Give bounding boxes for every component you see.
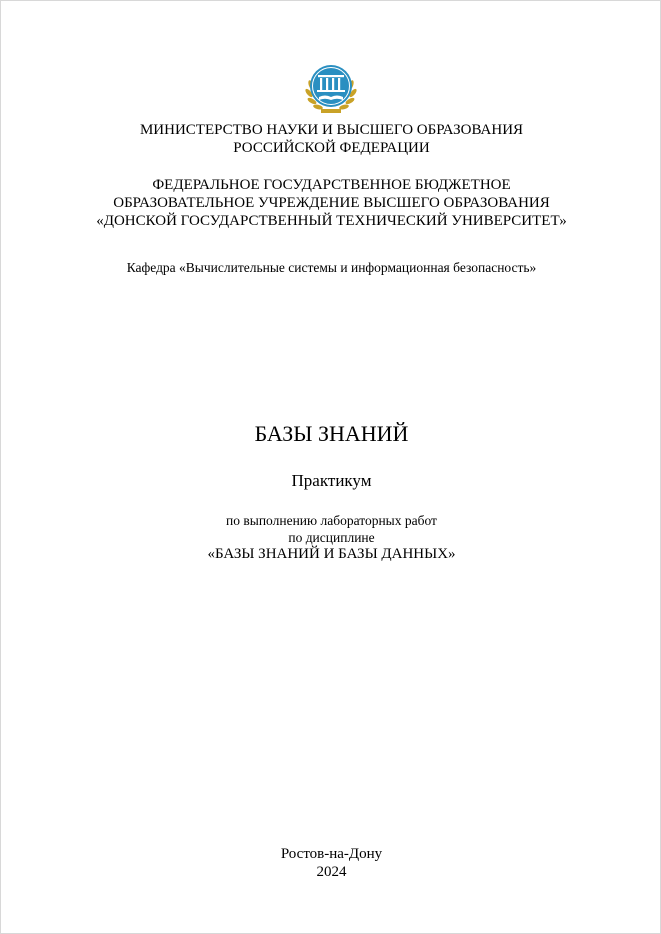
ministry-line-2: РОССИЙСКОЙ ФЕДЕРАЦИИ (233, 140, 430, 156)
department-name: Кафедра «Вычислительные системы и информационная безопасность» (126, 260, 537, 275)
publication-year: 2024 (316, 864, 347, 880)
discipline-name: «БАЗЫ ЗНАНИЙ И БАЗЫ ДАННЫХ» (207, 546, 456, 562)
document-title: БАЗЫ ЗНАНИЙ (254, 421, 409, 446)
document-subtitle: Практикум (291, 471, 372, 490)
university-logo-icon (303, 59, 359, 117)
description-line-2: по дисциплине (288, 530, 375, 545)
publication-city: Ростов-на-Дону (280, 846, 383, 862)
institution-line-1: ФЕДЕРАЛЬНОЕ ГОСУДАРСТВЕННОЕ БЮДЖЕТНОЕ (152, 177, 511, 193)
institution-line-3: «ДОНСКОЙ ГОСУДАРСТВЕННЫЙ ТЕХНИЧЕСКИЙ УНИВЕРСИТЕТ» (96, 213, 567, 229)
description-line-1: по выполнению лабораторных работ (226, 513, 437, 528)
institution-line-2: ОБРАЗОВАТЕЛЬНОЕ УЧРЕЖДЕНИЕ ВЫСШЕГО ОБРАЗОВАНИЯ (113, 195, 550, 211)
ministry-line-1: МИНИСТЕРСТВО НАУКИ И ВЫСШЕГО ОБРАЗОВАНИЯ (139, 122, 524, 138)
